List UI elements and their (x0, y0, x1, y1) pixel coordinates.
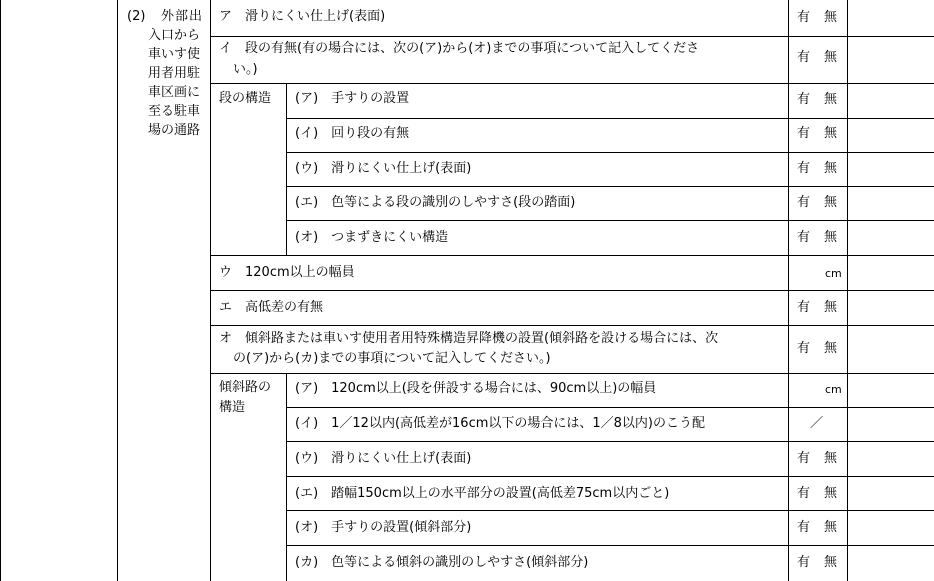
yes-no-selector[interactable] (797, 7, 837, 28)
step-item: (オ) つまずきにくい構造 (295, 230, 449, 245)
yes-no-selector[interactable] (797, 338, 837, 359)
grid-line (286, 545, 934, 546)
step-structure-label: 段の構造 (219, 91, 272, 106)
no-option[interactable]: 無 (824, 126, 838, 141)
item-label: の(ア)から(カ)までの事項について記入してください。) (233, 351, 551, 366)
grid-line (210, 290, 934, 291)
no-option[interactable]: 無 (824, 161, 838, 176)
grid-line (0, 0, 1, 581)
yes-option[interactable]: 有 (797, 126, 811, 141)
yes-no-selector[interactable] (797, 158, 837, 179)
step-item: (エ) 色等による段の識別のしやすさ(段の踏面) (295, 195, 576, 210)
unit-cm: cm (825, 383, 842, 396)
section-title-line: 場の通路 (148, 123, 201, 138)
yes-option[interactable]: 有 (797, 300, 811, 315)
no-option[interactable]: 無 (824, 92, 838, 107)
yes-option[interactable]: 有 (797, 161, 811, 176)
section-number: (2) (127, 9, 146, 24)
yes-no-selector[interactable] (797, 517, 837, 538)
yes-no-selector[interactable] (797, 123, 837, 144)
step-item: (ア) 手すりの設置 (295, 91, 410, 106)
grid-line (286, 83, 287, 255)
yes-no-selector[interactable] (797, 192, 837, 213)
no-option[interactable]: 無 (824, 341, 838, 356)
grid-line (117, 0, 118, 581)
grid-line (286, 186, 934, 187)
grid-line (210, 36, 934, 37)
item-label: い。) (233, 62, 258, 77)
grid-line (286, 510, 934, 511)
grid-line (286, 441, 934, 442)
slope-item: (カ) 色等による傾斜の識別のしやすさ(傾斜部分) (295, 555, 589, 570)
yes-option[interactable]: 有 (797, 195, 811, 210)
no-option[interactable]: 無 (824, 195, 838, 210)
no-option[interactable]: 無 (824, 50, 838, 65)
section-title-line: 外部出 (161, 9, 204, 24)
item-label: ア 滑りにくい仕上げ(表面) (219, 9, 386, 24)
item-label: エ 高低差の有無 (219, 300, 324, 315)
section-title-line: 車いす使 (148, 47, 201, 62)
no-option[interactable]: 無 (824, 486, 838, 501)
item-label: イ 段の有無(有の場合には、次の(ア)から(オ)までの事項について記入してくださ (219, 41, 700, 56)
yes-no-selector[interactable] (797, 89, 837, 110)
yes-option[interactable]: 有 (797, 520, 811, 535)
slope-fraction: ／ (810, 416, 824, 431)
slope-item: (ア) 120cm以上(段を併設する場合には、90cm以上)の幅員 (295, 381, 657, 396)
grid-line (210, 325, 934, 326)
grid-line (286, 407, 934, 408)
slope-structure-label: 構造 (219, 400, 246, 415)
yes-option[interactable]: 有 (797, 92, 811, 107)
grid-line (286, 220, 934, 221)
no-option[interactable]: 無 (824, 230, 838, 245)
slope-item: (オ) 手すりの設置(傾斜部分) (295, 520, 472, 535)
grid-line (210, 373, 934, 374)
grid-line (210, 255, 934, 256)
grid-line (210, 83, 934, 84)
yes-no-selector[interactable] (797, 483, 837, 504)
slope-structure-label: 傾斜路の (219, 380, 272, 395)
step-item: (イ) 回り段の有無 (295, 126, 410, 141)
no-option[interactable]: 無 (824, 555, 838, 570)
item-label: オ 傾斜路または車いす使用者用特殊構造昇降機の設置(傾斜路を設ける場合には、次 (219, 331, 719, 346)
section-title-line: 入口から (148, 28, 201, 43)
grid-line (286, 373, 287, 581)
yes-no-selector[interactable] (797, 297, 837, 318)
grid-line (286, 152, 934, 153)
yes-no-selector[interactable] (797, 47, 837, 68)
yes-no-selector[interactable] (797, 552, 837, 573)
yes-option[interactable]: 有 (797, 50, 811, 65)
section-title-line: 至る駐車 (148, 104, 201, 119)
no-option[interactable]: 無 (824, 10, 838, 25)
no-option[interactable]: 無 (824, 451, 838, 466)
grid-line (286, 118, 934, 119)
section-title-line: 車区画に (148, 85, 201, 100)
section-title-line: 用者用駐 (148, 66, 201, 81)
yes-option[interactable]: 有 (797, 555, 811, 570)
item-label: ウ 120cm以上の幅員 (219, 265, 355, 280)
no-option[interactable]: 無 (824, 520, 838, 535)
yes-option[interactable]: 有 (797, 341, 811, 356)
grid-line (286, 476, 934, 477)
yes-option[interactable]: 有 (797, 486, 811, 501)
yes-no-selector[interactable] (797, 448, 837, 469)
slope-item: (イ) 1／12以内(高低差が16cm以下の場合には、1／8以内)のこう配 (295, 416, 705, 431)
unit-cm: cm (825, 267, 842, 280)
step-item: (ウ) 滑りにくい仕上げ(表面) (295, 161, 472, 176)
yes-option[interactable]: 有 (797, 230, 811, 245)
yes-no-selector[interactable] (797, 227, 837, 248)
slope-item: (ウ) 滑りにくい仕上げ(表面) (295, 451, 472, 466)
no-option[interactable]: 無 (824, 300, 838, 315)
slope-item: (エ) 踏幅150cm以上の水平部分の設置(高低差75cm以内ごと) (295, 486, 670, 501)
yes-option[interactable]: 有 (797, 10, 811, 25)
yes-option[interactable]: 有 (797, 451, 811, 466)
